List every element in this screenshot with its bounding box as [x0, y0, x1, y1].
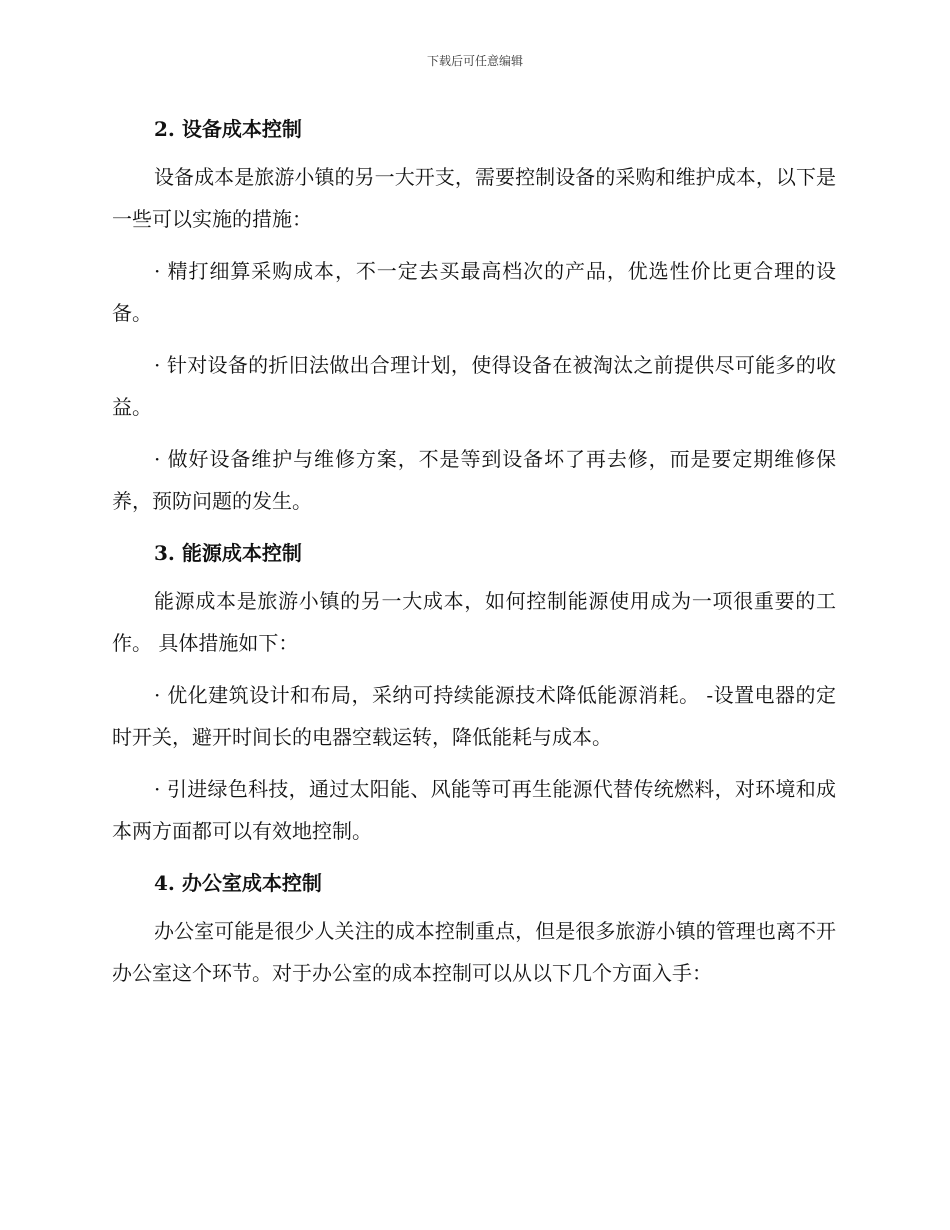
section-heading: 4. 办公室成本控制: [154, 871, 322, 895]
section-energy-cost: [112, 532, 836, 852]
document-body: [112, 108, 836, 994]
paragraph: 能源成本是旅游小镇的另一大成本，如何控制能源使用成为一项很重要的工作。 具体措施如下：: [112, 589, 836, 655]
section-office-cost: [112, 862, 836, 994]
paragraph: 办公室可能是很少人关注的成本控制重点，但是很多旅游小镇的管理也离不开办公室这个环节。对于办公室的成本控制可以从以下几个方面入手：: [112, 919, 836, 985]
bullet-paragraph: · 针对设备的折旧法做出合理计划，使得设备在被淘汰之前提供尽可能多的收益。: [112, 353, 836, 419]
bullet-paragraph: · 精打细算采购成本，不一定去买最高档次的产品，优选性价比更合理的设备。: [112, 259, 836, 325]
bullet-paragraph: · 做好设备维护与维修方案，不是等到设备坏了再去修，而是要定期维修保养，预防问题的发生。: [112, 447, 836, 513]
section-heading: 3. 能源成本控制: [154, 541, 302, 565]
page-header: 下载后可任意编辑: [426, 54, 523, 68]
bullet-paragraph: · 优化建筑设计和布局，采纳可持续能源技术降低能源消耗。 -设置电器的定时开关，避开时间长的电器空载运转，降低能耗与成本。: [112, 683, 836, 749]
paragraph: 设备成本是旅游小镇的另一大开支，需要控制设备的采购和维护成本，以下是一些可以实施的措施：: [112, 165, 836, 231]
section-heading: 2. 设备成本控制: [154, 117, 302, 141]
section-equipment-cost: [112, 108, 836, 522]
bullet-paragraph: · 引进绿色科技，通过太阳能、风能等可再生能源代替传统燃料，对环境和成本两方面都可以有效地控制。: [112, 777, 836, 843]
